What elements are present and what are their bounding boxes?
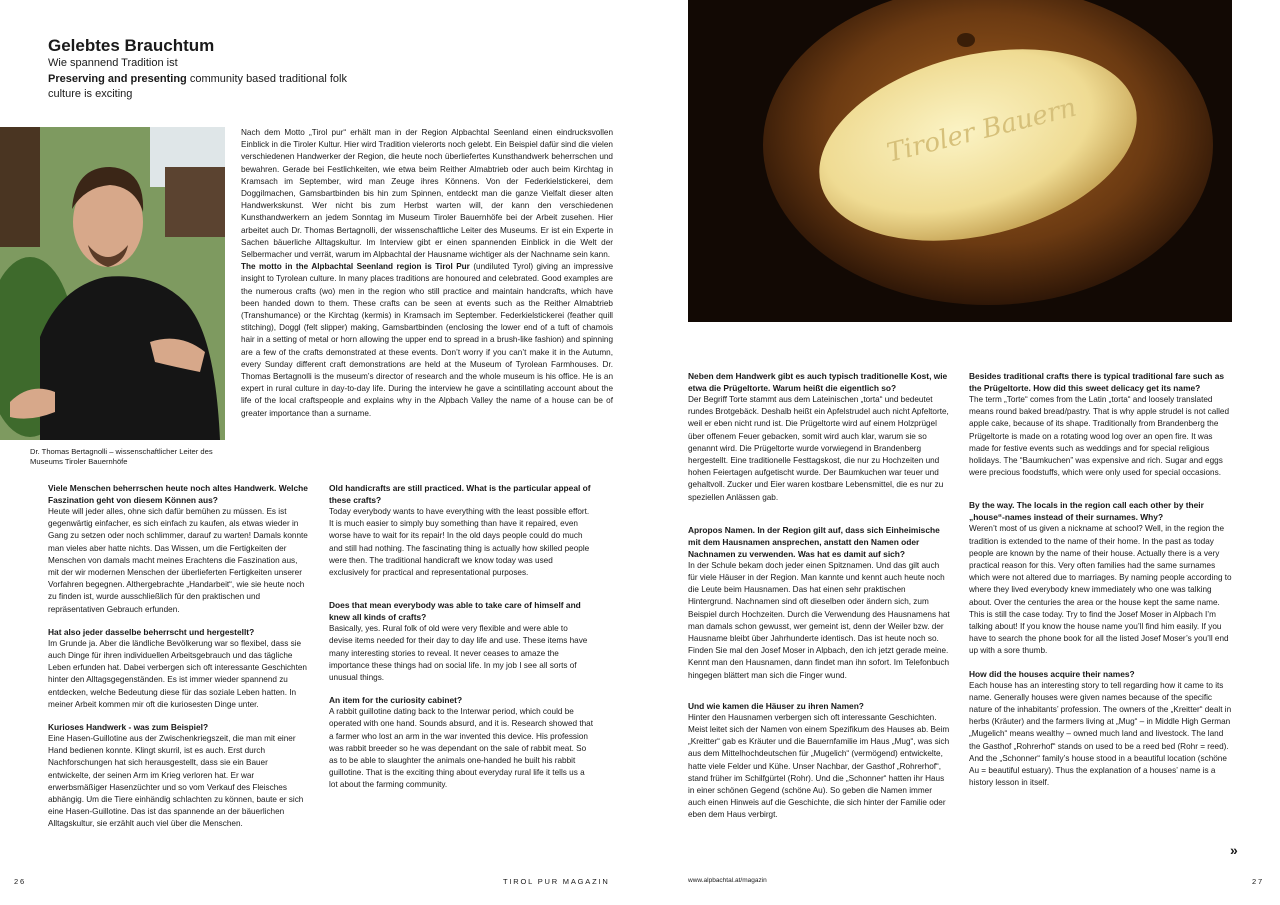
- question: Besides traditional crafts there is typical traditional fare such as the Prügeltorte. How did this sweet delicacy get its name?: [969, 371, 1225, 393]
- answer: Im Grunde ja. Aber die ländliche Bevölkerung war so flexibel, dass sie auch Dinge für ihren individuellen Arbeitsgebrauch und das tägliche Leben erfunden hat. Dabei verbergen sich oft interessante Geschichten hinter den Alltagsgegenständen. Es ist immer wieder spannend zu entdecken, welche Bedeutung diese für das soziale Leben hatten. In meiner Arbeit kommen mir oft die kuriosesten Dinge unter.: [48, 638, 307, 709]
- question: Does that mean everybody was able to take care of himself and knew all kinds of crafts?: [329, 600, 581, 623]
- question: Apropos Namen. In der Region gilt auf, dass sich Einheimische mit dem Hausnamen ansprechen, anstatt den Namen oder Nachnamen zu verwenden. Was hat es damit auf sich?: [688, 524, 940, 559]
- left-column-de: [48, 482, 310, 831]
- portrait-photo: [0, 127, 225, 440]
- intro-en-bold: The motto in the Alpbachtal Seenland region is Tirol Pur: [241, 262, 470, 272]
- answer: Der Begriff Torte stammt aus dem Lateinischen „torta“ und bedeutet rundes Brotgebäck. Deshalb heißt ein Apfelstrudel auch nicht Apfeltorte, weil er eben nicht rund ist. Die Prügeltorte wird auf einem Holzprügel über offenem Feuer gebacken, somit wird auch klar, warum sie so genannt wird. Die Prügeltorte wurde vorwiegend in Brandenberg hergestellt. Eine traditionelle Festtagskost, die nur zu Hochzeiten und hohen Feiertagen aufgetischt wurde. Der Baumkuchen war teuer und gehaltvoll. Zucker und Eier waren kostbare Lebensmittel, die es nur zu speziellen Anlässen gab.: [688, 395, 949, 502]
- answer: Weren’t most of us given a nickname at school? Well, in the region the tradition is extended to the name of their home. In the past as today people are known by the name of their house. Actually there is a very practical reason for this. Very often families had the same surnames which were not altered due to marriages. By naming people according to where they lived everybody knew immediately who one was talking about. Over the centuries the area or the house kept the same name. This is still the case today. Try to find the Josef Moser in Alpbach I’m talking about! If you know the house name you’ll find him easily. If you have to search the phone book for all the listed Josef Moser’s you’ll end up with a sore thumb.: [969, 524, 1232, 656]
- answer: The term „Torte“ comes from the Latin „torta“ and loosely translated means round baked bread/pastry. That is why apple strudel is not called apple cake, because of its shape. Traditionally from Brandenberg the Prügeltorte is made on a rotating wood log over an open fire. It was made for festive events such as weddings and for special religious holidays. The “Baumkuchen” was expensive and rich. Sugar and eggs were precious foodstuffs, which were only used for special occasions.: [969, 395, 1230, 478]
- question: An item for the curiosity cabinet?: [329, 695, 463, 706]
- answer: Today everybody wants to have everything with the least possible effort. It is much easier to simply buy something than have it repaired, even worse have to wait for its repair! In the old days people could do much and still had nothing. The fascinating thing is actually how skilled people were then. The traditional handicraft we know today was used exclusively for practical and representational purposes.: [329, 507, 590, 578]
- right-column-en: [969, 370, 1235, 789]
- question: Old handicrafts are still practiced. What is the particular appeal of these crafts?: [329, 483, 591, 505]
- subtitle: [48, 56, 348, 103]
- question: By the way. The locals in the region call each other by their „house“-names instead of their surnames. Why?: [969, 500, 1204, 523]
- cheese-illustration: [688, 0, 1232, 322]
- footer-magazine: TIROL PUR MAGAZIN: [503, 877, 610, 886]
- subtitle-en-bold: Preserving and presenting: [48, 72, 187, 85]
- right-column-de: [688, 370, 950, 822]
- answer: Heute will jeder alles, ohne sich dafür bemühen zu müssen. Es ist gegenwärtig einfacher, es sich einfach zu kaufen, als etwas wieder in Gang zu setzen oder noch schlimmer, darauf zu warten! Damals konnte man vieles aber hatte nichts. Das Wissen, um die Fertigkeiten der Menschen von damals macht meines Erachtens die Faszination aus, mit der wir modernen Menschen der überlieferten Fertigkeiten unserer Vorfahren begegnen. Althergebrachte „Handarbeit“, wie sie heute noch zu finden ist, wurde ausschließlich für den praktischen und repräsentativen Gebrauch erfunden.: [48, 507, 308, 614]
- answer: Hinter den Hausnamen verbergen sich oft interessante Geschichten. Meist leitet sich der Namen von einem Spezifikum des Hauses ab. Beim „Kreitter“ gab es Kräuter und die Bauernfamilie im Haus „Mug“, was sich aus dem Mittelhochdeutschen für „Mugelich“ (vermögend) entwickelte, hatte viele Felder und Kühe. Unser Nachbar, der Gasthof „Rohrerhof“, stand früher im Schilfgürtel (Rohr). Und die „Schonner“ hatten ihr Haus in einer schönen Gegend (schöne Au). So geben die Namen immer auch einen Hinweis auf die Geschichte, die sich hinter der Familie oder eben dem Haus verbirgt.: [688, 712, 950, 820]
- left-column-en: [329, 482, 593, 792]
- intro-de: Nach dem Motto „Tirol pur“ erhält man in der Region Alpbachtal Seenland einen eindrucksvollen Einblick in die Tiroler Kultur. Hier wird Tradition vielerorts noch gelebt. Ein Beispiel dafür sind die vielen verschiedenen Handwerker der Region, die heute noch überliefertes Kunsthandwerk beherrschen und bewahren. Gerade bei Festlichkeiten, wie etwa beim Reither Almabtrieb oder auch beim Kirchtag in Kramsach im September, wird man Zeuge ihres Könnens. Von der Federkielstickerei, dem Doggilmachen, Gamsbartbinden bis hin zum Spinnen, entdeckt man die ganze Vielfalt dieser alten Handwerkskunst. Wer nicht bis zum Herbst warten will, der kann den verschiedenen Kunsthandwerkern an jedem Sonntag im Museum Tiroler Bauernhöfe bei der Arbeit zusehen. Hier arbeitet auch Dr. Thomas Bertagnolli, der wissenschaftliche Leiter des Museums. Er ist ein Experte in Sachen bäuerliche Alltagskultur. Im Interview gibt er einen spannenden Einblick in die Welt der Selbermacher und verrät, warum im Alpbachtal der Hausname wichtiger als der Nachname sein kann.: [241, 128, 613, 260]
- question: Neben dem Handwerk gibt es auch typisch traditionelle Kost, wie etwa die Prügeltorte. Warum heißt die eigentlich so?: [688, 371, 948, 393]
- answer: Each house has an interesting story to tell regarding how it came to its name. Generally houses were given names because of the specific nature of the inhabitants’ profession. The owners of the „Kreitter“ dealt in herbs (Kräuter) and the farmers living at „Mug“ – in Middle High German „Mugelich“ means wealthy – owned much land and livestock. The land the Gasthof „Rohrerhof“ stands on used to be a reed bed (Rohr = reed). And the „Schonner“ family’s house stood in a beautiful location (schöne Au = beautiful estuary). Thus the explanation of a houses’ name is a history lesson in itself.: [969, 680, 1232, 788]
- question: Hat also jeder dasselbe beherrscht und hergestellt?: [48, 626, 255, 637]
- intro-en-text: (undiluted Tyrol) giving an impressive insight to Tyrolean culture. In many places traditions are honoured and celebrated. Good examples are the numerous crafts (wo) men in the region who still practice and maintain handcrafts, which have been handed down to them. These crafts can be seen at events such as the Reither Almabtrieb (Transhumance) or the Kirchtag (kermis) in Kramsach im September. Federkielstickerei (feather quill stitching), Doggl (felt slipper) making, Gamsbartbinden (enclosing the lower end of a tuft of chamois hair in a setting of metal or horn allowing the upper end to spread in a brush-like fashion) and spinning are a few of the crafts demonstrated at these events. Don’t worry if you can’t make it in the Autumn, every Sunday different craft demonstrations are held at the Museum of Tyrolean Farmhouses. Dr. Thomas Bertagnolli is the museum’s director of research and the whole museum is his office. He is an expert in rural culture in day-to-day life. During the interview he gave a scintillating account about the life of the local craftspeople and explains why in the Alpbach Valley the name of a house can be of greater importance than a surname.: [241, 262, 613, 418]
- question: How did the houses acquire their names?: [969, 668, 1135, 679]
- subtitle-en-rest: community based traditional folk culture is exciting: [48, 72, 347, 100]
- subtitle-en: [48, 72, 348, 103]
- intro-en: [241, 261, 613, 420]
- question: Und wie kamen die Häuser zu ihren Namen?: [688, 700, 864, 711]
- cheese-photo: [688, 0, 1232, 322]
- question: Viele Menschen beherrschen heute noch altes Handwerk. Welche Faszination geht von diesem Können aus?: [48, 483, 308, 505]
- portrait-illustration: [0, 127, 225, 440]
- answer: A rabbit guillotine dating back to the Interwar period, which could be operated with one hand. Sounds absurd, and it is. Research showed that a farmer who lost an arm in the war invented this device. His profession was rabbit breeder so he was dependant on the sale of rabbit meat. So as to be able to slaughter the animals one-handed he built his rabbit guillotine. That is the exciting thing about everyday rural life it tells us a lot about the farming community.: [329, 707, 593, 790]
- cheese-stamp-text: Tiroler Bauern: [883, 92, 1080, 169]
- subtitle-de: Wie spannend Tradition ist: [48, 57, 178, 69]
- intro-block: [241, 127, 613, 420]
- answer: In der Schule bekam doch jeder einen Spitznamen. Und das gilt auch für viele Häuser in der Region. Man kannte und kennt auch heute noch die Leute beim Hausnamen. Das hat einen sehr praktischen Hintergrund. Nachnamen sind oft dieselben oder ändern sich, zum Beispiel durch Hochzeiten. Durch die Verwendung des Hausnamens hat man damals schon gewusst, wer gemeint ist, denn der Weiler bzw. der Hausname bleibt über Jahrhunderte identisch. Das ist heute noch so. Finden Sie mal den Josef Moser in Alpbach, den ich jetzt gerade meine. Kennt man den Hausnamen, dann findet man ihn sofort. Im Telefonbuch hingegen blättert man sich die Finger wund.: [688, 560, 950, 680]
- question: Kurioses Handwerk - was zum Beispiel?: [48, 722, 209, 733]
- page-number-right: 27: [1252, 877, 1264, 886]
- continue-arrow-icon: »: [1230, 842, 1238, 858]
- answer: Eine Hasen-Guillotine aus der Zwischenkriegszeit, die man mit einer Hand bedienen konnte. Klingt skurril, ist es auch. Erst durch Nachforschungen hat sich herausgestellt, dass sie ein Bauer entwickelte, der seinen Arm im Krieg verloren hat. Er war erwerbsmäßiger Hasenzüchter und so vom Verkauf des Fleisches abhängig. Um die Tiere einhändig schlachten zu können, baute er sich eine Hasen-Guillotine. Das ist das spannende an der bäuerlichen Alltagskultur, sie erzählt auch viel über die Menschen.: [48, 734, 304, 829]
- page-number-left: 26: [14, 877, 26, 886]
- answer: Basically, yes. Rural folk of old were very flexible and were able to devise items needed for their day to day life and use. These items have many interesting stories to reveal. It never ceases to amaze the importance these things had on social life. In my job I see all sorts of unusual things.: [329, 624, 588, 683]
- photo-caption: Dr. Thomas Bertagnolli – wissenschaftlicher Leiter des Museums Tiroler Bauernhöfe: [30, 447, 213, 466]
- right-page: [640, 0, 1280, 905]
- page-title: Gelebtes Brauchtum: [48, 36, 215, 55]
- footer-url: www.alpbachtal.at/magazin: [688, 877, 767, 884]
